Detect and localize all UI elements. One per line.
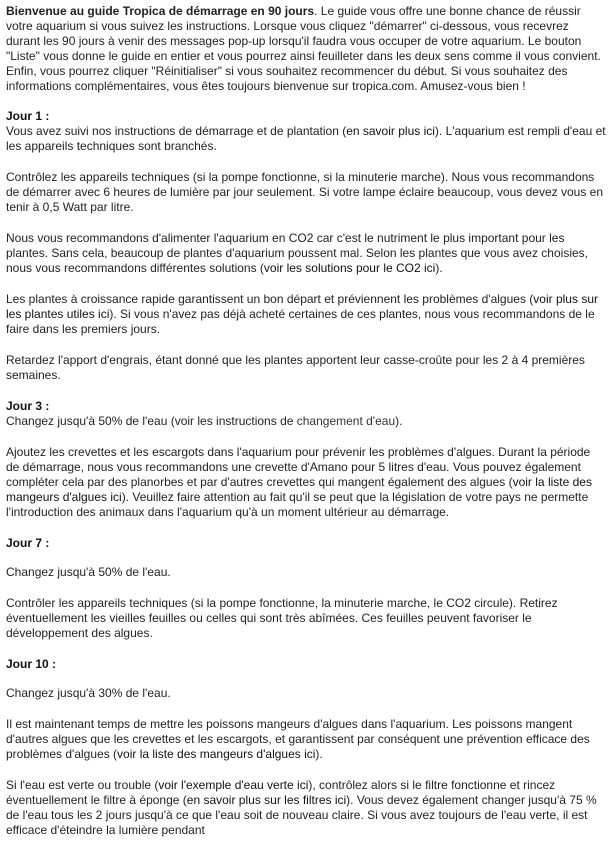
- day-1-p1-text-b: ). L'aquarium est rempli d'eau et les appareils techniques sont branchés.: [6, 124, 606, 153]
- useful-plants-link[interactable]: voir plus sur les plantes utiles ici: [6, 292, 598, 321]
- day-10-p2-text-a: Il est maintenant temps de mettre les poissons mangeurs d'algues dans l'aquarium. Les poissons mangent d'autres algues que les crevettes et les escargots, et garantissent par conséquent une prévention efficace des problèmes d'algues (: [6, 717, 590, 761]
- intro-title: Bienvenue au guide Tropica de démarrage en 90 jours: [6, 4, 315, 18]
- day-1-paragraph-2: Contrôlez les appareils techniques (si la pompe fonctionne, si la minuterie marche). Nous vous recommandons de démarrer avec 6 heures de lumière par jour seulement. Si votre lampe éclaire beaucoup, vous devez vous en tenir à 0,5 Watt par litre.: [6, 170, 603, 214]
- day-10-paragraph-3: [6, 778, 606, 838]
- algae-eaters-fish-link[interactable]: voir la liste des mangeurs d'algues ici: [117, 747, 316, 761]
- day-3-p1-text-b: ).: [395, 414, 403, 428]
- day-10-paragraph-1: Changez jusqu'à 30% de l'eau.: [6, 686, 171, 700]
- intro-paragraph: [6, 4, 606, 94]
- water-change-link[interactable]: changement d'eau: [296, 414, 396, 428]
- day-10-p3-text-b: ), contrôlez alors si le filtre fonctionne et rincez éventuellement le filtre à éponge (: [6, 778, 556, 807]
- day-7-title: Jour 7 :: [6, 536, 50, 550]
- day-3-paragraph-1: [6, 414, 606, 429]
- day-1-p3-text-b: ).: [435, 261, 443, 275]
- day-1-p4-text-b: ). Si vous n'avez pas déjà acheté certaines de ces plantes, nous vous recommandons de le faire dans les premiers jours.: [6, 307, 595, 336]
- day-7-paragraph-2: Contrôler les appareils techniques (si la pompe fonctionne, la minuterie marche, le CO2 circule). Retirez éventuellement les vieilles feuilles ou celles qui sont très abîmées. Ces feuilles peuvent favoriser le développement des algues.: [6, 596, 558, 640]
- algae-eaters-link[interactable]: voir la liste des mangeurs d'algues ici: [6, 475, 592, 504]
- day-10-p3-text-a: Si l'eau est verte ou trouble (: [6, 778, 159, 792]
- day-10-p3-text-c: ). Vous devez également changer jusqu'à 75 % de l'eau tous les 2 jours jusqu'à ce que l'eau soit de nouveau claire. Si vous avez toujours de l'eau verte, il est efficace d'éteindre la lumière pendant: [6, 793, 597, 837]
- green-water-example-link[interactable]: voir l'exemple d'eau verte ici: [158, 778, 309, 792]
- day-10-title: Jour 10 :: [6, 657, 57, 671]
- day-3-paragraph-2: [6, 445, 606, 520]
- filters-info-link[interactable]: en savoir plus sur les filtres ici: [186, 793, 347, 807]
- co2-solutions-link[interactable]: voir les solutions pour le CO2 ici: [263, 261, 436, 275]
- day-1-p1-text-a: Vous avez suivi nos instructions de démarrage et de plantation (: [6, 124, 347, 138]
- day-7-paragraph-1: Changez jusqu'à 50% de l'eau.: [6, 565, 171, 579]
- day-3-title: Jour 3 :: [6, 399, 50, 413]
- day-3-p2-text-a: Ajoutez les crevettes et les escargots dans l'aquarium pour prévenir les problèmes d'algues. Durant la période de démarrage, nous vous recommandons une crevette d'Amano pour 5 litres d'eau. Vous pouvez également compléter cela par des planorbes et par d'autres crevettes qui mangent également des algues (: [6, 445, 591, 489]
- day-1-p3-text-a: Nous vous recommandons d'alimenter l'aquarium en CO2 car c'est le nutriment le plus important pour les plantes. Sans cela, beaucoup de plantes d'aquarium poussent mal. Selon les plantes que vous avez choisies, nous vous recommandons différentes solutions (: [6, 231, 588, 275]
- day-1-paragraph-5: Retardez l'apport d'engrais, étant donné que les plantes apportent leur casse-croûte pour les 2 à 4 premières semaines.: [6, 353, 585, 382]
- planting-info-link[interactable]: en savoir plus ici: [346, 124, 435, 138]
- day-3-p1-text-a: Changez jusqu'à 50% de l'eau (voir les instructions de: [6, 414, 297, 428]
- guide-content: [6, 4, 606, 854]
- day-1-paragraph-3: [6, 231, 606, 276]
- day-3-p2-text-b: ). Veuillez faire attention au fait qu'il se peut que la législation de votre pays ne permette l'introduction des animaux dans l'aquarium qu'à un moment ultérieur au démarrage.: [6, 490, 589, 519]
- intro-text: . Le guide vous offre une bonne chance de réussir votre aquarium si vous suivez les instructions. Lorsque vous cliquez "démarrer" ci-dessous, vous recevrez durant les 90 jours à venir des messages pop-up lorsqu'il faudra vous occuper de votre aquarium. Le bouton "Liste" vous donne le guide en entier et vous pourrez ainsi feuilleter dans les deux sens comme il vous convient. Enfin, vous pourrez cliquer "Réinitialiser" si vous souhaitez recommencer du début. Si vous souhaitez des informations complémentaires, vous êtes toujours bienvenue sur tropica.com. Amusez-vous bien !: [6, 4, 601, 93]
- day-1-title: Jour 1 :: [6, 109, 50, 123]
- day-1-p4-text-a: Les plantes à croissance rapide garantissent un bon départ et préviennent les problèmes d'algues (: [6, 292, 534, 306]
- day-1-paragraph-4: [6, 292, 606, 337]
- day-10-paragraph-2: [6, 717, 606, 762]
- day-1-paragraph-1: [6, 124, 606, 154]
- day-10-p2-text-b: ).: [315, 747, 323, 761]
